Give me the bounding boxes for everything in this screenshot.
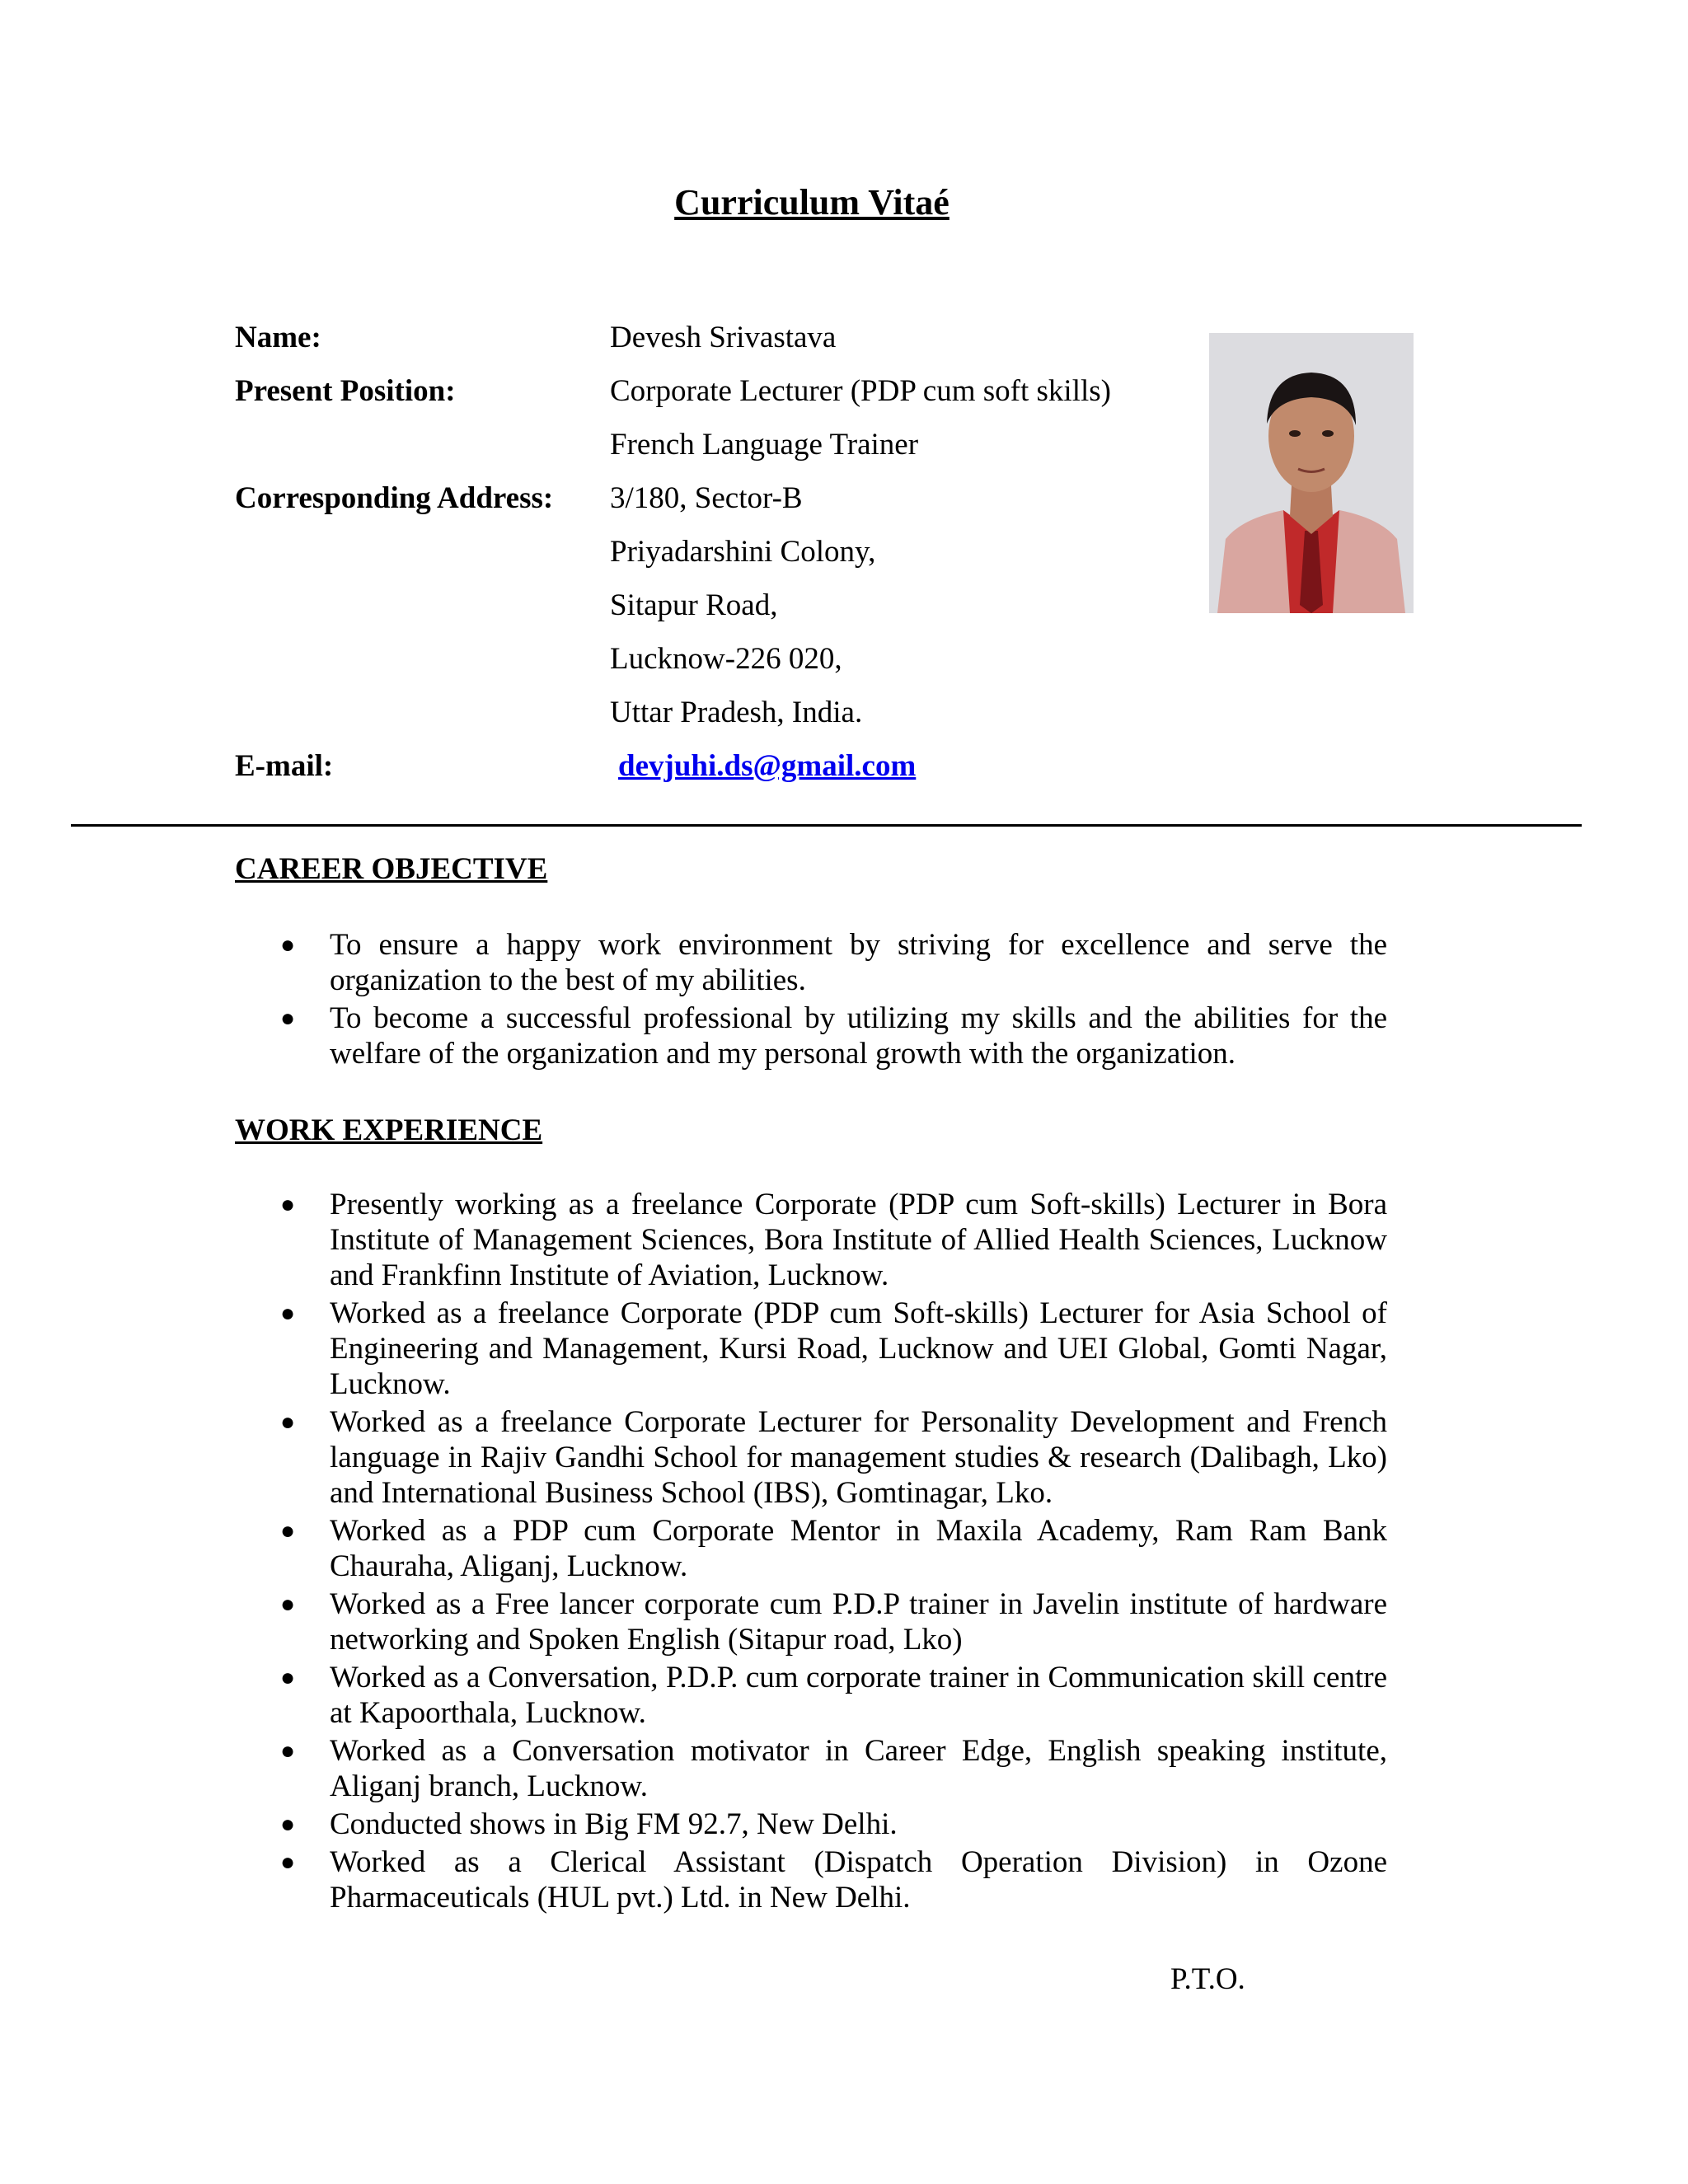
list-item: ● Presently working as a freelance Corporate (PDP cum Soft-skills) Lecturer in Bora Institute of Management Sciences, Bora Institute of Allied Health Sciences, Lucknow and Frankfinn Institute of Aviation, Lucknow. [280,1188,1387,1292]
list-item: ● To ensure a happy work environment by striving for excellence and serve the organization to the best of my abilities. [280,928,1387,997]
pto-note: P.T.O. [1170,1962,1245,1996]
bullet-icon: ● [280,1737,296,1765]
list-item: ● Worked as a Free lancer corporate cum P.D.P trainer in Javelin institute of hardware networking and Spoken English (Sitapur road, Lko) [280,1587,1387,1657]
bullet-icon: ● [280,1811,296,1838]
document-title: Curriculum Vitaé [674,182,950,223]
address-row [235,478,1224,746]
bullet-icon: ● [280,931,296,958]
list-item: ● Worked as a freelance Corporate Lecturer for Personality Development and French language in Rajiv Gandhi School for management studies & research (Dalibagh, Lko) and International Business School (IBS), Gomtinagar, Lko. [280,1405,1387,1510]
position-row [235,371,1224,478]
bullet-icon: ● [280,1591,296,1618]
position-label: Present Position: [235,374,456,408]
bullet-icon: ● [280,1664,296,1691]
list-item: ● Worked as a PDP cum Corporate Mentor in Maxila Academy, Ram Ram Bank Chauraha, Aliganj, Lucknow. [280,1514,1387,1583]
name-label: Name: [235,321,321,354]
profile-photo [1209,333,1414,613]
address-line: Lucknow-226 020, [610,642,842,676]
position-value: Corporate Lecturer (PDP cum soft skills) [610,374,1111,408]
work-experience-heading: WORK EXPERIENCE [235,1113,543,1147]
bullet-icon: ● [280,1005,296,1032]
address-line: 3/180, Sector-B [610,481,803,515]
bullet-icon: ● [280,1849,296,1876]
email-link[interactable]: devjuhi.ds@gmail.com [618,749,917,783]
list-item: ● Worked as a freelance Corporate (PDP cum Soft-skills) Lecturer for Asia School of Engineering and Management, Kursi Road, Lucknow and UEI Global, Gomti Nagar, Lucknow. [280,1296,1387,1401]
list-item: ● Conducted shows in Big FM 92.7, New Delhi. [280,1807,898,1841]
bullet-icon: ● [280,1300,296,1327]
address-label: Corresponding Address: [235,481,554,515]
email-label: E-mail: [235,749,334,783]
address-line: Priyadarshini Colony, [610,535,876,569]
address-line: Uttar Pradesh, India. [610,696,863,729]
name-row [235,317,1224,371]
list-item: ● Worked as a Conversation motivator in Career Edge, English speaking institute, Aliganj branch, Lucknow. [280,1734,1387,1803]
career-objective-list [280,927,1387,1074]
address-line: Sitapur Road, [610,588,778,622]
horizontal-divider [71,824,1582,827]
work-experience-list [280,1187,1387,1918]
list-item: ● To become a successful professional by utilizing my skills and the abilities for the welfare of the organization and my personal growth with the organization. [280,1001,1387,1071]
name-value: Devesh Srivastava [610,321,837,354]
position-value: French Language Trainer [610,428,919,462]
list-item: ● Worked as a Clerical Assistant (Dispatch Operation Division) in Ozone Pharmaceuticals (HUL pvt.) Ltd. in New Delhi. [280,1845,1387,1915]
bullet-icon: ● [280,1517,296,1544]
email-row [235,746,1224,799]
bullet-icon: ● [280,1191,296,1218]
portrait-image [1209,333,1414,613]
list-item: ● Worked as a Conversation, P.D.P. cum corporate trainer in Communication skill centre at Kapoorthala, Lucknow. [280,1661,1387,1730]
career-objective-heading: CAREER OBJECTIVE [235,852,548,886]
bullet-icon: ● [280,1408,296,1436]
personal-info [235,317,1224,799]
